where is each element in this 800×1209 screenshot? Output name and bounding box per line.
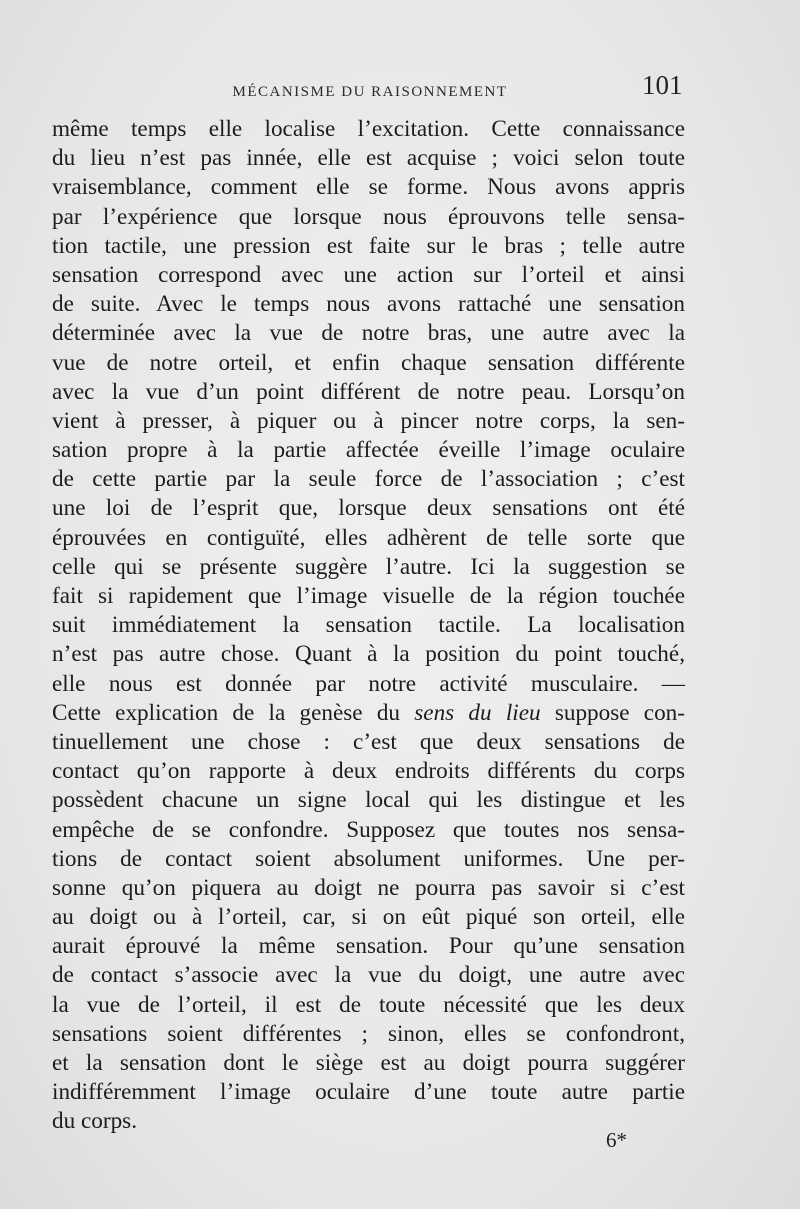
text-line: par l’expérience que lorsque nous éprouvons telle sensa- xyxy=(52,203,685,230)
text-line: empêche de se confondre. Supposez que toutes nos sensa- xyxy=(52,816,685,843)
text-line: sonne qu’on piquera au doigt ne pourra pas savoir si c’est xyxy=(52,874,685,901)
text-line-final: du corps. xyxy=(52,1108,138,1135)
text-line: n’est pas autre chose. Quant à la position du point touché, xyxy=(52,641,685,668)
text-line: sation propre à la partie affectée éveille l’image oculaire xyxy=(52,437,685,464)
text-line: déterminée avec la vue de notre bras, une autre avec la xyxy=(52,320,685,347)
text-line: celle qui se présente suggère l’autre. Ici la suggestion se xyxy=(52,553,685,580)
text-line: vient à presser, à piquer ou à pincer notre corps, la sen- xyxy=(52,407,685,434)
text-line: du lieu n’est pas innée, elle est acquise ; voici selon toute xyxy=(52,145,685,172)
text-line: tion tactile, une pression est faite sur le bras ; telle autre xyxy=(52,232,685,259)
text-line: de contact s’associe avec la vue du doigt, une autre avec xyxy=(52,962,685,989)
text-line: une loi de l’esprit que, lorsque deux sensations ont été xyxy=(52,495,685,522)
page-number: 101 xyxy=(642,70,683,100)
text-segment: Cette explication de la genèse du xyxy=(52,699,415,726)
text-line: fait si rapidement que l’image visuelle de la région touchée xyxy=(52,583,685,609)
text-line: elle nous est donnée par notre activité musculaire. — xyxy=(52,670,685,697)
text-line: indifféremment l’image oculaire d’une toute autre partie xyxy=(52,1079,685,1106)
text-line: et la sensation dont le siège est au doigt pourra suggérer xyxy=(52,1050,685,1076)
text-line: éprouvées en contiguïté, elles adhèrent de telle sorte que xyxy=(52,524,685,551)
italic-term: sens du lieu xyxy=(414,699,541,726)
text-line: suit immédiatement la sensation tactile. La localisation xyxy=(52,612,685,639)
text-line: possèdent chacune un signe local qui les distingue et les xyxy=(52,787,685,814)
text-line-with-italic xyxy=(52,699,685,728)
text-segment: suppose con- xyxy=(540,699,685,726)
text-line: sensation correspond avec une action sur l’orteil et ainsi xyxy=(52,261,685,288)
text-line: au doigt ou à l’orteil, car, si on eût piqué son orteil, elle xyxy=(52,904,685,931)
text-line: tions de contact soient absolument uniformes. Une per- xyxy=(52,845,685,872)
text-line: sensations soient différentes ; sinon, elles se confondront, xyxy=(52,1020,685,1047)
text-line: tinuellement une chose : c’est que deux sensations de xyxy=(52,728,685,755)
text-line: de suite. Avec le temps nous avons rattaché une sensation xyxy=(52,291,685,318)
text-line: la vue de l’orteil, il est de toute nécessité que les deux xyxy=(52,991,685,1018)
text-line: aurait éprouvé la même sensation. Pour qu’une sensation xyxy=(52,933,685,960)
text-line: vue de notre orteil, et enfin chaque sensation différente xyxy=(52,349,685,376)
text-line: contact qu’on rapporte à deux endroits différents du corps xyxy=(52,758,685,785)
body-text xyxy=(52,115,685,1137)
text-line: avec la vue d’un point différent de notre peau. Lorsqu’on xyxy=(52,378,685,405)
text-line: même temps elle localise l’excitation. Cette connaissance xyxy=(52,116,685,142)
signature-mark: 6* xyxy=(606,1128,627,1152)
running-head: MÉCANISME DU RAISONNEMENT xyxy=(232,84,508,100)
text-line: de cette partie par la seule force de l’association ; c’est xyxy=(52,466,685,493)
text-line: vraisemblance, comment elle se forme. Nous avons appris xyxy=(52,174,685,201)
